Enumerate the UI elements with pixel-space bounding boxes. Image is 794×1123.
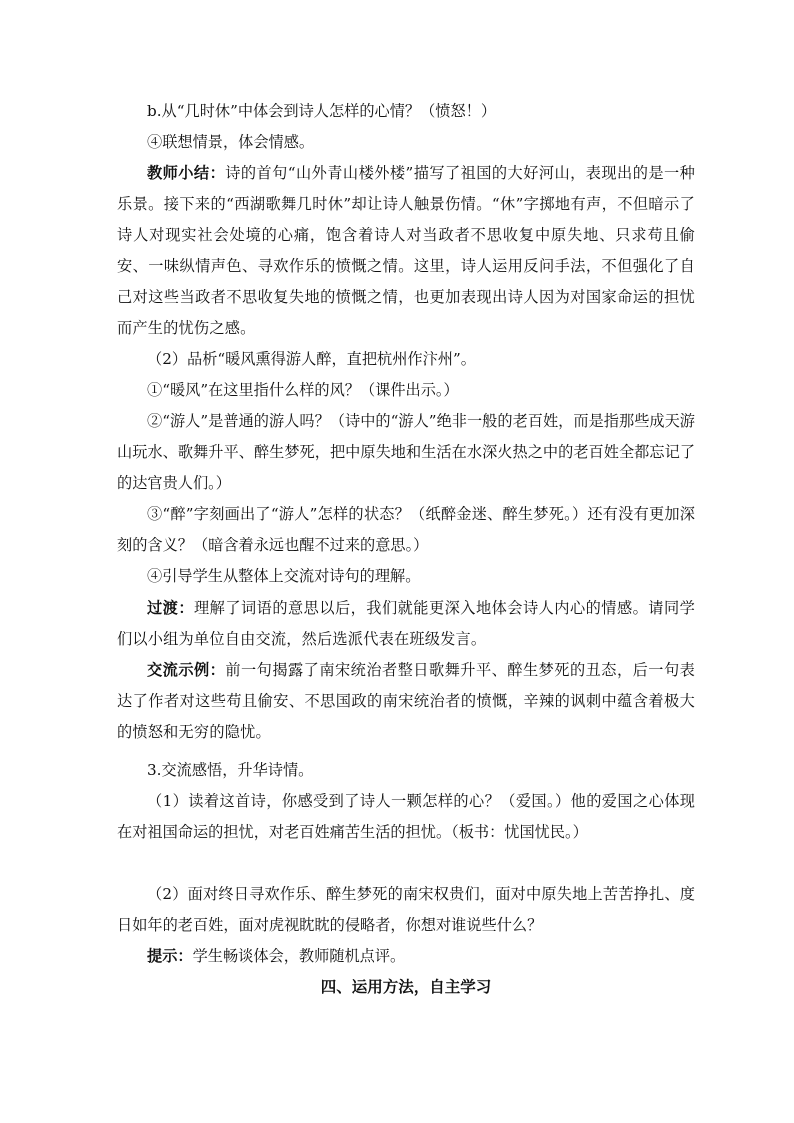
question-3: ③“醉”字刻画出了“游人”怎样的状态？（纸醉金迷、醉生梦死。）还有没有更加深刻的含义？（暗含着永远也醒不过来的意思。） (117, 505, 695, 554)
question-4: ④引导学生从整体上交流对诗句的理解。 (147, 567, 421, 585)
paragraph-3-2: （2）面对终日寻欢作乐、醉生梦死的南宋权贵们，面对中原失地上苦苦挣扎、度日如年的老百姓，面对虎视眈眈的侵略者，你想对谁说些什么？ (117, 885, 695, 934)
hint-paragraph (117, 941, 695, 972)
analyze-line-2: （2）品析“暖风熏得游人醉，直把杭州作汴州”。 (147, 350, 476, 368)
hint-label: 提示： (147, 947, 193, 965)
teacher-summary-label: 教师小结： (147, 164, 226, 182)
question-2: ②“游人”是普通的游人吗？（诗中的“游人”绝非一般的老百姓，而是指那些成天游山玩水、歌舞升平、醉生梦死，把中原失地和生活在水深火热之中的老百姓全都忘记了的达官贵人们。） (117, 412, 695, 492)
example-paragraph (117, 655, 695, 748)
step-4-imagine: ④联想情景，体会情感。 (147, 133, 315, 151)
question-b: b.从“几时休”中体会到诗人怎样的心情？（愤怒！） (147, 102, 497, 120)
example-label: 交流示例： (147, 661, 226, 679)
transition-paragraph (117, 593, 695, 655)
transition-text: 理解了词语的意思以后，我们就能更深入地体会诗人内心的情感。请同学们以小组为单位自由交流，然后选派代表在班级发言。 (117, 599, 695, 648)
section-3-title: 3.交流感悟，升华诗情。 (147, 761, 314, 779)
question-1: ①“暖风”在这里指什么样的风？（课件出示。） (147, 381, 459, 399)
section-4-heading: 四、运用方法，自主学习 (320, 978, 492, 996)
example-text: 前一句揭露了南宋统治者整日歌舞升平、醉生梦死的丑态，后一句表达了作者对这些苟且偷安、不思国政的南宋统治者的愤慨，辛辣的讽刺中蕴含着极大的愤怒和无穷的隐忧。 (117, 661, 696, 741)
hint-text: 学生畅谈体会，教师随机点评。 (192, 947, 406, 965)
transition-label: 过渡： (147, 599, 194, 617)
teacher-summary-paragraph (117, 158, 695, 344)
paragraph-3-1: （1）读着这首诗，你感受到了诗人一颗怎样的心？（爱国。）他的爱国之心体现在对祖国命运的担忧，对老百姓痛苦生活的担忧。（板书：忧国忧民。） (117, 792, 695, 841)
teacher-summary-text: 诗的首句“山外青山楼外楼”描写了祖国的大好河山，表现出的是一种乐景。接下来的“西湖歌舞几时休”却让诗人触景伤情。“休”字掷地有声，不但暗示了诗人对现实社会处境的心痛，饱含着诗人对当政者不思收复中原失地、只求苟且偷安、一味纵情声色、寻欢作乐的愤慨之情。这里，诗人运用反问手法，不但强化了自己对这些当政者不思收复失地的愤慨之情，也更加表现出诗人因为对国家命运的担忧而产生的忧伤之感。 (117, 164, 696, 337)
